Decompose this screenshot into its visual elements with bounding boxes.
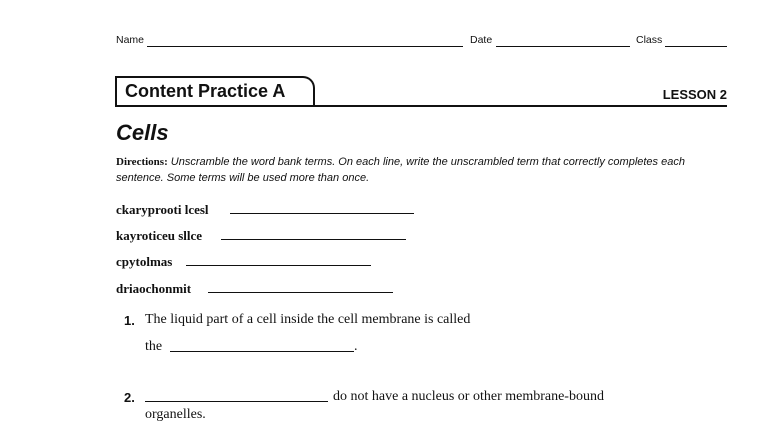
name-field[interactable] <box>147 46 463 47</box>
name-label: Name <box>116 34 145 46</box>
question-1-prefix: the <box>145 339 163 354</box>
word-bank-term-3: cpytolmas <box>116 254 173 269</box>
question-2-line2: organelles. <box>145 407 206 422</box>
question-1-answer[interactable] <box>170 351 354 352</box>
question-2-number: 2. <box>124 390 135 405</box>
lesson-label: LESSON 2 <box>662 87 727 102</box>
word-bank-answer-3[interactable] <box>186 265 371 266</box>
word-bank-term-2: kayroticeu sllce <box>116 228 203 243</box>
date-label: Date <box>470 34 493 46</box>
directions-text: Unscramble the word bank terms. On each line, write the unscrambled term that correctly completes each sentence. Some terms will be used more than once. <box>116 156 685 184</box>
word-bank-term-4: driaochonmit <box>116 281 192 296</box>
word-bank-answer-1[interactable] <box>230 213 414 214</box>
question-1-suffix: . <box>354 339 358 354</box>
class-label: Class <box>636 34 663 46</box>
section-title: Cells <box>116 120 169 145</box>
word-bank-answer-4[interactable] <box>208 292 393 293</box>
question-1-text: The liquid part of a cell inside the cell membrane is called <box>145 312 471 327</box>
question-2-answer[interactable] <box>145 401 328 402</box>
date-field[interactable] <box>496 46 630 47</box>
class-field[interactable] <box>665 46 727 47</box>
directions-label: Directions: <box>116 156 168 168</box>
directions <box>116 154 728 186</box>
word-bank-answer-2[interactable] <box>221 239 406 240</box>
content-practice-title: Content Practice A <box>125 81 286 101</box>
title-rule <box>115 105 727 107</box>
question-2-text: do not have a nucleus or other membrane-bound <box>333 389 604 404</box>
question-1-number: 1. <box>124 313 135 328</box>
word-bank-term-1: ckaryprooti lcesl <box>116 202 209 217</box>
